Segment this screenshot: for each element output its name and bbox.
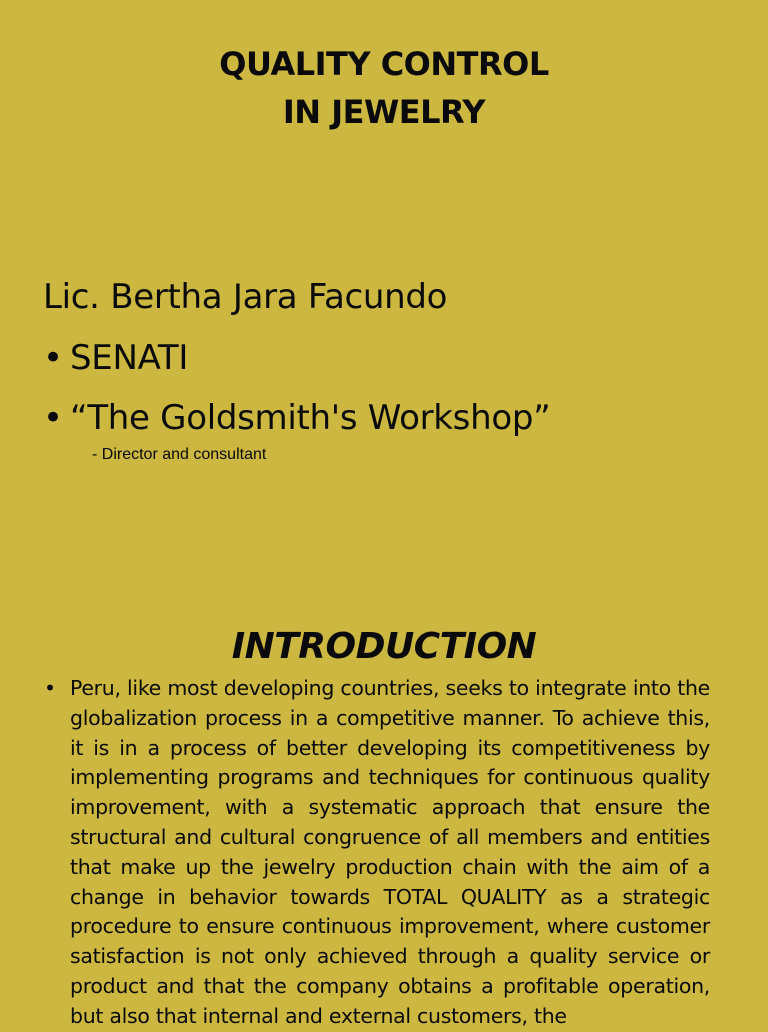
role-note: - Director and consultant (92, 446, 267, 463)
title-line-2: IN JEWELRY (282, 93, 486, 131)
list-item (43, 396, 550, 440)
introduction-body (44, 674, 710, 1032)
section-title: INTRODUCTION (231, 626, 537, 667)
presentation-title (0, 40, 768, 136)
introduction-paragraph: Peru, like most developing countries, seeks to integrate into the globalization process in a competitive manner. To achieve this, it is in a process of better developing its competitiveness by implementing programs and techniques for continuous quality improvement, with a systematic approach that ensure the structural and cultural congruence of all members and entities that make up the jewelry production chain with the aim of a change in behavior towards TOTAL QUALITY as a strategic procedure to ensure continuous improvement, where customer satisfaction is not only achieved through a quality service or product and that the company obtains a profitable operation, but also that internal and external customers, the (70, 676, 710, 1028)
title-line-1: QUALITY CONTROL (219, 45, 549, 83)
introduction-slide (0, 600, 768, 1028)
bullet-icon: • (43, 338, 63, 378)
affiliation-senati: SENATI (70, 338, 189, 378)
affiliation-workshop: “The Goldsmith's Workshop” (70, 398, 551, 438)
bullet-icon: • (43, 398, 63, 438)
affiliation-list (43, 336, 550, 456)
author-name: Lic. Bertha Jara Facundo (43, 277, 448, 317)
list-item (43, 336, 550, 380)
bullet-icon: • (44, 676, 56, 700)
